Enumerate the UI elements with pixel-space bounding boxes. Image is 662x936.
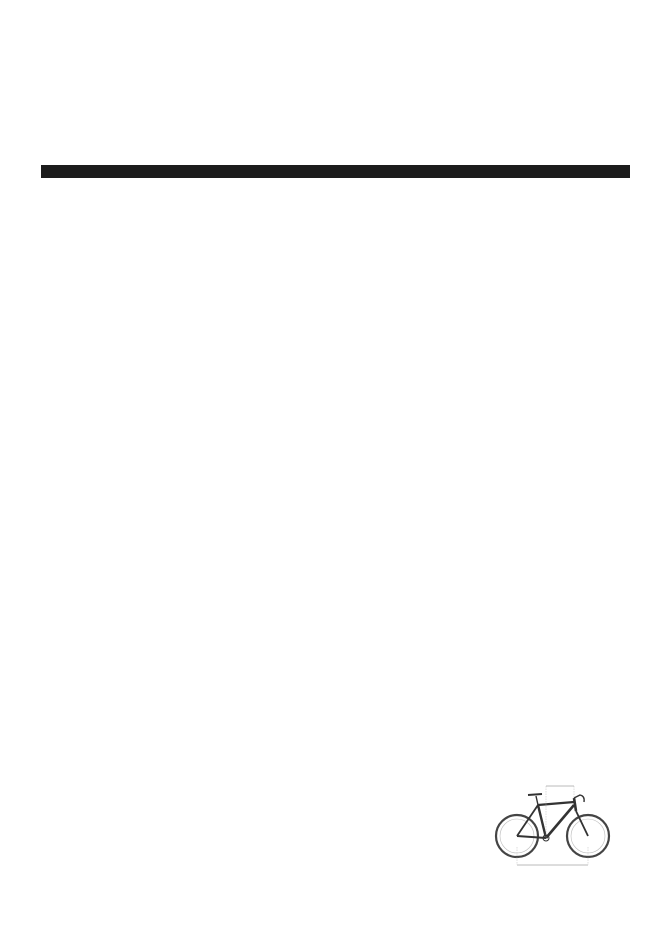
bike-geometry-diagram bbox=[492, 781, 612, 871]
etap-header-row bbox=[41, 165, 630, 178]
